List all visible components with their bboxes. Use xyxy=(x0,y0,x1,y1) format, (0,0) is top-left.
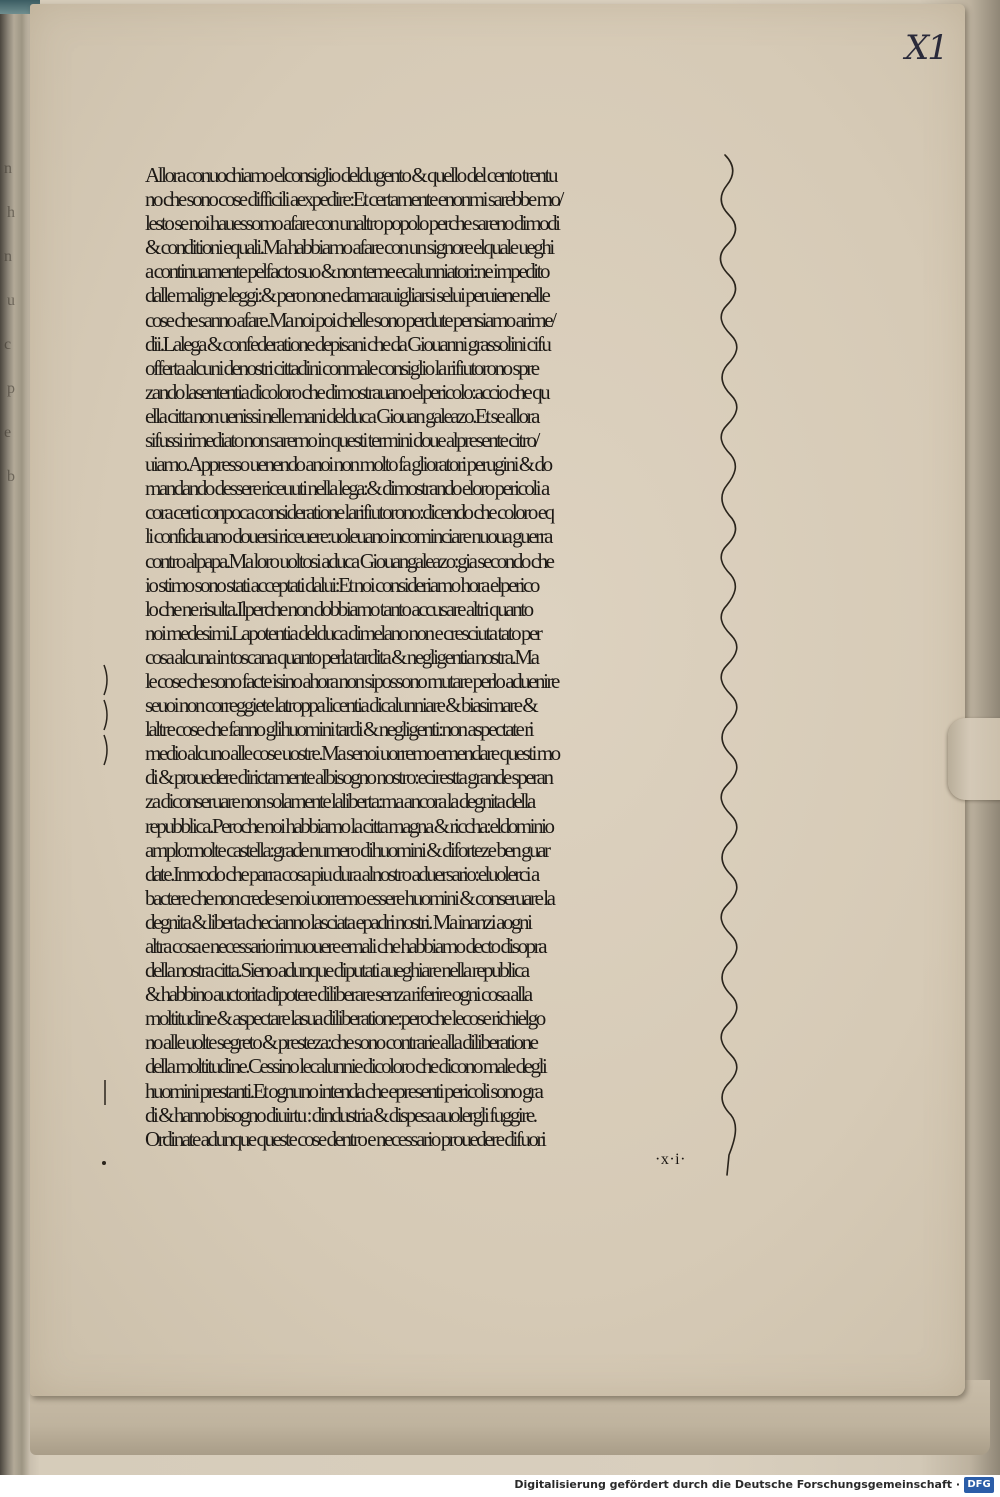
text-line: degnita & liberta checianno lasciata epadri nostri. Ma inanzi aogni xyxy=(145,909,531,934)
text-line: di & hanno bisogno diuirtu : dindustria & dispesa auolergli fuggire. xyxy=(145,1102,536,1127)
margin-squiggle-line xyxy=(705,150,755,1180)
prev-page-letter: n xyxy=(4,248,12,265)
text-line: date.Inmodo che parra cosa piu dura alnostro aduersario:eluolerci a xyxy=(145,861,538,886)
text-line: altra cosa e necessario rimuouere emali che habbiamo decto disopra xyxy=(145,934,546,958)
text-line: della nostra citta.Sieno adunque diputati aueghiare nella republica xyxy=(145,958,528,983)
folio-number: X1 xyxy=(905,28,947,68)
text-line: cora certi conpoca consideratione larifiutorono:dicendo che coloro eq xyxy=(145,500,553,525)
text-line: li confidauano douersi riceuere:uoleuano incominciare nuoua guerra xyxy=(145,524,552,549)
text-line: cosa alcuna in toscana quanto perla tardita & negligentia nostra.Ma xyxy=(145,644,538,669)
text-line: no che sono cose difficili aexpedire:Et certamente enonmi sarebbe mo/ xyxy=(145,187,562,212)
text-line: zando lasententia dicoloro che dimostrauano elpericolo:accio che qu xyxy=(145,379,549,404)
text-line: ella citta non uenissi nelle mani delduca Giouan galeazo.Et se allora xyxy=(145,403,538,428)
text-line: no alle uolte segreto & presteza:che sono contrarie alla diliberatione xyxy=(145,1030,537,1055)
text-line: io stimo sono stati acceptati dalui:Et noi consideriamo hora elperico xyxy=(145,572,538,597)
text-block xyxy=(145,163,715,1151)
previous-page-edge xyxy=(0,160,34,540)
text-line: di & prouedere dirictamente albisogno nostro:ecirestta grande speran xyxy=(145,765,552,790)
digitization-credit: Digitalisierung gefördert durch die Deutsche Forschungsgemeinschaft · xyxy=(514,1478,960,1491)
squiggle-path xyxy=(720,155,736,1175)
text-line: contro alpapa.Ma loro uoltosi aduca Giouangaleazo:gia secondo che xyxy=(145,548,553,573)
page-tab xyxy=(948,718,1000,800)
text-line: & habbino auctorita dipotere diliberare senza riferire ogni cosa alla xyxy=(145,982,531,1007)
left-mark-1 xyxy=(104,665,107,695)
text-line: repubblica.Peroche noi habbiamo la citta magna & riccha:eldominio xyxy=(145,813,553,838)
text-line: noi medesimi.Lapotentia delduca dimelano non e cresciuta tato per xyxy=(145,620,541,645)
text-line: Allora conuochiamo elconsiglio deldugento & quello del cento trentu xyxy=(145,163,557,187)
text-line: uiamo.Appresso uenendo anoi non molto fa glioratori perugini & do xyxy=(145,452,551,477)
text-line: sifussi rimediato non saremo in questi termini doue alpresente citro/ xyxy=(145,428,538,453)
text-line: amplo:molte castella:grade numero dihuomini & diforteze ben guar xyxy=(145,837,549,862)
dfg-logo: DFG xyxy=(964,1477,994,1493)
text-line: a continuamente pelfacto suo & non teme ecalunniatori:ne impedito xyxy=(145,259,549,284)
text-line: moltitudine & aspectare lasua diliberatione:peroche lecose richielgo xyxy=(145,1006,544,1031)
text-line: za diconseruare non solamente laliberta:ma ancora la degnita della xyxy=(145,789,534,814)
text-line: dalle maligne leggi:& pero non e damarauigliarsi selui peruiene nelle xyxy=(145,283,549,308)
left-margin-marks xyxy=(96,660,116,1180)
text-line: dii.Lalega & confederatione depisani che da Giouanni grassolini cifu xyxy=(145,331,550,356)
prev-page-letter: p xyxy=(7,380,15,397)
left-mark-3 xyxy=(104,735,107,765)
text-line: lesto se noi hauessomo afare con unaltro popolo perche sareno dimodi xyxy=(145,211,559,236)
prev-page-letter: u xyxy=(7,292,15,309)
text-line: mandando dessere riceuuti nella lega:& dimostrando eloro pericoli a xyxy=(145,476,548,501)
text-line: della moltitudine.Cessino lecalunnie dicoloro che dicono male degli xyxy=(145,1054,546,1079)
prev-page-letter: n xyxy=(4,160,12,177)
left-mark-2 xyxy=(104,700,107,730)
text-line: medio alcuno alle cose uostre.Ma senoi uorremo emendare questi mo xyxy=(145,741,559,766)
text-line: bactere che non crede se noi uorremo essere huomini & conseruare la xyxy=(145,885,554,910)
prev-page-letter: c xyxy=(4,336,12,353)
prev-page-letter: h xyxy=(7,204,15,221)
text-line: & conditioni equali.Ma habbiamo afare con un signore elquale ueghi xyxy=(145,235,553,260)
text-line: seuoi non correggiete latroppa licentia dicalunniare & biasimare & xyxy=(145,693,537,718)
signature-mark: ·x·i· xyxy=(655,1151,686,1168)
text-line: huomini prestanti.Et ognuno intenda che epresenti pericoli sono gra xyxy=(145,1078,542,1103)
text-line: cose che sanno afare.Ma noi poi chelle sono perdute pensiamo arime/ xyxy=(145,307,555,332)
left-dot xyxy=(102,1161,106,1165)
text-line: offerta alcuni denostri cittadini conmale consiglio la rifiutorono spre xyxy=(145,355,538,380)
text-line: lo che ne risulta.Ilperche non dobbiamo tanto accusare altri quanto xyxy=(145,596,532,621)
prev-page-letter: b xyxy=(7,468,15,485)
text-line: laltre cose che fanno glihuomini tardi & negligenti:non aspectate ri xyxy=(145,717,533,742)
text-line: Ordinate adunque queste cose dentro e necessario prouedere difuori xyxy=(145,1126,545,1151)
prev-page-letter: e xyxy=(4,424,12,441)
text-line: le cose che sono facte isino ahora non sipossono mutare perlo aduenire xyxy=(145,668,558,693)
